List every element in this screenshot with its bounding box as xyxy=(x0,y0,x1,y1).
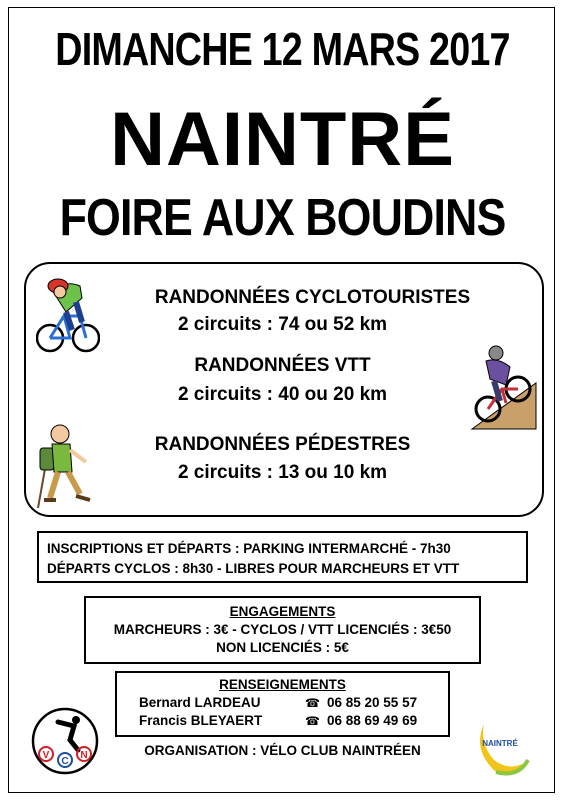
event-title: FOIRE AUX BOUDINS xyxy=(59,189,506,247)
contact-name: Bernard LARDEAU xyxy=(139,695,261,710)
renseignements-heading: RENSEIGNEMENTS xyxy=(219,677,346,692)
rando-vtt-circuits: 2 circuits : 40 ou 20 km xyxy=(177,384,388,405)
club-letter-n: N xyxy=(80,750,88,761)
rando-cyclo-title: RANDONNÉES CYCLOTOURISTES xyxy=(154,287,471,308)
town-logo-text: NAINTRÉ xyxy=(482,739,518,748)
phone-icon: ☎ xyxy=(305,696,320,710)
contact-name: Francis BLEYAERT xyxy=(139,713,263,728)
contact-phone xyxy=(305,695,417,710)
inscriptions-line: INSCRIPTIONS ET DÉPARTS : PARKING INTERMARCHÉ - 7h30 xyxy=(47,541,451,556)
contact-phone-number: 06 85 20 55 57 xyxy=(327,695,418,710)
road-cyclist-illustration xyxy=(36,272,100,356)
engagements-heading: ENGAGEMENTS xyxy=(229,604,336,619)
rando-vtt-title: RANDONNÉES VTT xyxy=(194,355,371,376)
mountain-biker-illustration xyxy=(470,343,538,431)
rando-cyclo-circuits: 2 circuits : 74 ou 52 km xyxy=(177,314,388,335)
engagements-box xyxy=(84,596,481,664)
engagements-line-1: MARCHEURS : 3€ - CYCLOS / VTT LICENCIÉS : 3€50 xyxy=(113,622,452,637)
organisation-line: ORGANISATION : VÉLO CLUB NAINTRÉEN xyxy=(144,743,421,758)
club-letter-c: C xyxy=(61,756,69,767)
departs-line: DÉPARTS CYCLOS : 8h30 - LIBRES POUR MARCHEURS ET VTT xyxy=(47,561,460,576)
inscriptions-box xyxy=(37,531,528,583)
event-date: DIMANCHE 12 MARS 2017 xyxy=(55,23,510,75)
naintre-town-logo xyxy=(470,716,530,778)
phone-icon: ☎ xyxy=(305,714,320,728)
engagements-line-2: NON LICENCIÉS : 5€ xyxy=(216,640,349,655)
contact-phone-number: 06 88 69 49 69 xyxy=(327,713,418,728)
club-letter-v: V xyxy=(42,750,50,761)
rando-pedestre-title: RANDONNÉES PÉDESTRES xyxy=(154,434,411,455)
contact-phone xyxy=(305,713,417,728)
rando-pedestre-circuits: 2 circuits : 13 ou 10 km xyxy=(177,462,388,483)
velo-club-logo xyxy=(30,706,100,776)
hiker-illustration xyxy=(30,422,100,508)
town-title: NAINTRÉ xyxy=(110,97,455,182)
renseignements-box xyxy=(115,671,450,737)
